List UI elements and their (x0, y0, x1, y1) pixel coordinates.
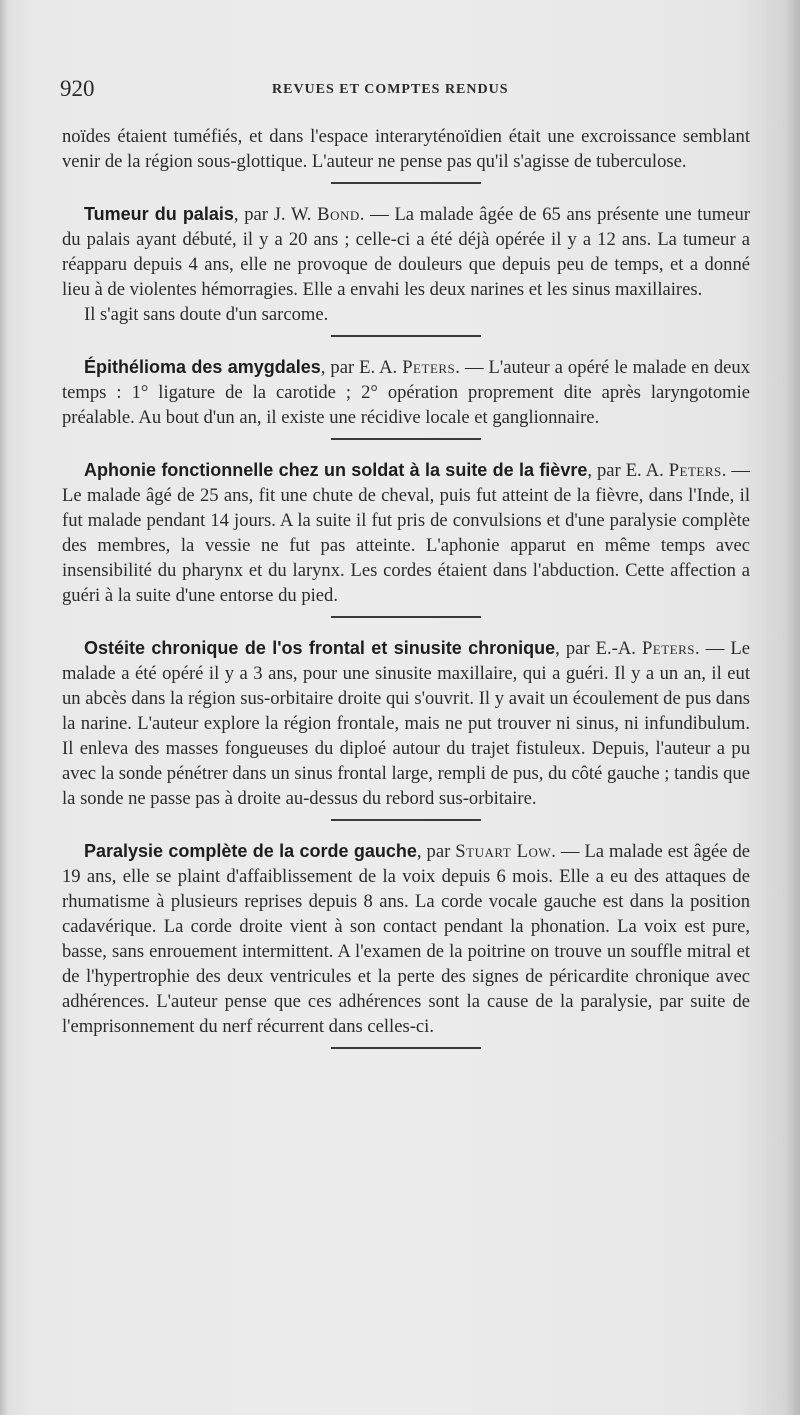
article-byline: , par J. W. (233, 204, 318, 225)
article-text: . — La malade est âgée de 19 ans, elle se plaint d'affaiblissement de la voix depuis 6 mois. Elle a eu des attaques de rhumatisme à plusieurs reprises depuis 8 ans. La corde vocale gauche est dans la position cadavérique. La corde droite vient à son contact pendant la phonation. La voix est pure, basse, sans enrouement intermittent. A l'examen de la poitrine on trouve un souffle mitral et de l'hypertrophie des deux ventricules et la perte des signes de péricardite chronique avec adhérences. L'auteur pense que ces adhérences sont la cause de la paralysie, par suite de l'emprisonnement du nerf récurrent dans celles-ci. (62, 841, 750, 1037)
article-title: Épithélioma des amygdales (84, 357, 321, 377)
section-rule (331, 819, 481, 821)
article-title: Tumeur du palais (84, 204, 234, 224)
article-osteite-chronique (62, 636, 750, 811)
page-header (60, 76, 750, 106)
article-byline: , par E. A. (320, 357, 403, 378)
article-text: . — Le malade a été opéré il y a 3 ans, pour une sinusite maxillaire, qui a guéri. Il y a un an, il eut un abcès dans la région sus-orbitaire droite qui s'ouvrit. Il y avait un écoulement de pus dans la narine. L'auteur explore la région frontale, mais ne put trouver ni sinus, ni infundibulum. Il enleva des masses fongueuses du diploé autour du trajet fistuleux. Depuis, l'auteur a pu avec la sonde pénétrer dans un sinus frontal large, rempli de pus, du côté gauche ; tandis que la sonde ne passe pas à droite au-dessus du rebord sus-orbitaire. (62, 638, 750, 809)
article-conclusion: Il s'agit sans doute d'un sarcome. (84, 304, 329, 325)
article-text: . — La malade âgée de 65 ans présente une tumeur du palais ayant débuté, il y a 20 ans ; celle-ci a été déjà opérée il y a 12 ans. La tumeur a réapparu depuis 4 ans, elle ne provoque de douleurs que depuis peu de temps, et a donné lieu à de violentes hémorragies. Elle a envahi les deux narines et les sinus maxillaires. (62, 204, 750, 300)
article-author: Peters (402, 357, 456, 378)
article-byline: , par E.-A. (555, 638, 642, 659)
article-body (62, 124, 750, 1067)
section-rule (331, 182, 481, 184)
section-rule (331, 616, 481, 618)
article-text: . — Le malade âgé de 25 ans, fit une chute de cheval, puis fut atteint de la fièvre, dans l'Inde, il fut malade pendant 14 jours. A la suite il fut pris de convulsions et d'une paralysie complète des membres, la vessie ne fut pas atteinte. L'aphonie apparut en même temps avec insensibilité du pharynx et du larynx. Les cordes étaient dans l'abduction. Cette affection a guéri à la suite d'une entorse du pied. (62, 460, 750, 606)
article-aphonie-fonctionnelle (62, 458, 750, 608)
article-title: Paralysie complète de la corde gauche (84, 841, 417, 861)
article-author: Peters (668, 460, 722, 481)
article-tumeur-du-palais (62, 202, 750, 302)
section-rule (331, 335, 481, 337)
article-title: Ostéite chronique de l'os frontal et sinusite chronique (84, 638, 556, 658)
article-text: . — L'auteur a opéré le malade en deux temps : 1° ligature de la carotide ; 2° opération proprement dite après laryngotomie préalable. Au bout d'un an, il existe une récidive locale et ganglionnaire. (62, 357, 750, 428)
section-rule (331, 1047, 481, 1049)
section-rule (331, 438, 481, 440)
running-title: REVUES ET COMPTES RENDUS (272, 82, 509, 97)
article-byline: , par (416, 841, 456, 862)
page-edge-shadow-left (0, 0, 8, 1415)
continuation-paragraph: noïdes étaient tuméfiés, et dans l'espace interaryténoïdien était une excroissance semblant venir de la région sous-glottique. L'auteur ne pense pas qu'il s'agisse de tuberculose. (62, 126, 750, 172)
article-paralysie-corde-gauche (62, 839, 750, 1039)
article-author: Bond (317, 204, 360, 225)
article-author: Peters (641, 638, 696, 659)
article-byline: , par E. A. (587, 460, 669, 481)
page-edge-shadow-right (786, 0, 800, 1415)
article-epithelioma-amygdales (62, 355, 750, 430)
page-number: 920 (60, 76, 95, 101)
article-title: Aphonie fonctionnelle chez un soldat à la suite de la fièvre (84, 460, 588, 480)
article-author: Stuart Low (455, 841, 552, 862)
